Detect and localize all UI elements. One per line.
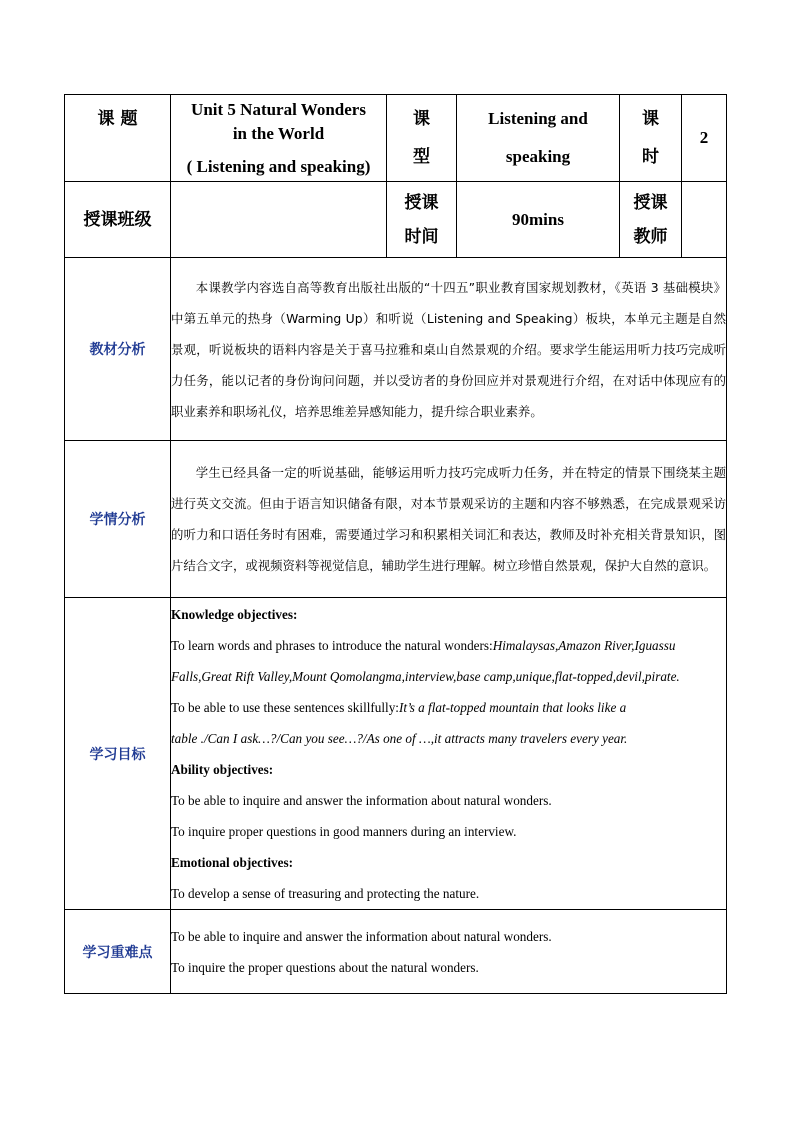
learner-analysis-row	[65, 441, 727, 598]
learner-analysis-label: 学情分析	[65, 441, 171, 598]
topic-label: 课 题	[65, 95, 171, 182]
knowledge-item-1-words: Himalaysas,Amazon River,Iguassu	[492, 637, 676, 653]
focus-item-1: To be able to inquire and answer the information about natural wonders.	[171, 928, 552, 944]
type-value-line1: Listening and	[488, 109, 588, 128]
time-label-line1: 授课	[404, 192, 439, 213]
time-label	[387, 182, 457, 258]
material-analysis-label: 教材分析	[65, 258, 171, 441]
focus-label: 学习重难点	[65, 910, 171, 994]
hours-value: 2	[682, 95, 727, 182]
type-value-line2: speaking	[505, 147, 571, 166]
knowledge-item-2-text: To be able to use these sentences skillfully:	[171, 699, 399, 715]
ability-item-2: To inquire proper questions in good manners during an interview.	[171, 823, 517, 839]
type-label	[387, 95, 457, 182]
material-analysis-text: 本课教学内容选自高等教育出版社出版的“十四五”职业教育国家规划教材，《英语 3 基础模块》中第五单元的热身（Warming Up）和听说（Listening and Speaking）板块，本单元主题是自然景观，听说板块的语料内容是关于喜马拉雅和桌山自然景观的介绍。要求学生能运用听力技巧完成听力任务，能以记者的身份询问问题，并以受访者的身份回应并对景观进行介绍，在对话中体现应有的职业素养和职场礼仪，培养思维差异感知能力，提升综合职业素养。	[171, 258, 727, 441]
ability-heading: Ability objectives:	[171, 761, 274, 777]
time-value: 90mins	[457, 182, 620, 258]
objectives-row	[65, 598, 727, 910]
lesson-title-cell	[171, 95, 387, 182]
focus-item-2: To inquire the proper questions about the natural wonders.	[171, 959, 479, 975]
learner-analysis-text: 学生已经具备一定的听说基础，能够运用听力技巧完成听力任务，并在特定的情景下围绕某主题进行英文交流。但由于语言知识储备有限，对本节景观采访的主题和内容不够熟悉，在完成景观采访的听力和口语任务时有困难，需要通过学习和积累相关词汇和表达，教师及时补充相关背景知识，图片结合文字，或视频资料等视觉信息，辅助学生进行理解。树立珍惜自然景观，保护大自然的意识。	[171, 441, 727, 598]
time-label-line2: 时间	[404, 226, 439, 247]
hours-label-line2: 时	[642, 147, 659, 167]
knowledge-heading: Knowledge objectives:	[171, 606, 298, 622]
class-label: 授课班级	[65, 182, 171, 258]
emotional-item-1: To develop a sense of treasuring and protecting the nature.	[171, 885, 480, 901]
teacher-label-line1: 授课	[633, 192, 668, 213]
ability-item-1: To be able to inquire and answer the information about natural wonders.	[171, 792, 552, 808]
knowledge-item-2	[171, 692, 726, 723]
hours-label	[620, 95, 682, 182]
class-value	[171, 182, 387, 258]
knowledge-item-1	[171, 630, 726, 661]
knowledge-item-1-words-cont: Falls,Great Rift Valley,Mount Qomolangma,interview,base camp,unique,flat-topped,devil,pirate.	[171, 668, 680, 684]
knowledge-item-2-cont	[171, 723, 726, 754]
header-row	[65, 95, 727, 182]
teacher-value	[682, 182, 727, 258]
material-analysis-row	[65, 258, 727, 441]
type-value	[457, 95, 620, 182]
lesson-plan-table	[64, 94, 727, 994]
type-label-line2: 型	[413, 147, 430, 167]
knowledge-item-1-cont	[171, 661, 726, 692]
focus-row	[65, 910, 727, 994]
teacher-label	[620, 182, 682, 258]
knowledge-item-2-sentence: It’s a flat-topped mountain that looks like a	[398, 699, 627, 715]
emotional-heading: Emotional objectives:	[171, 854, 293, 870]
lesson-title-line3: ( Listening and speaking)	[186, 156, 371, 176]
teacher-label-line2: 教师	[633, 226, 668, 247]
lesson-title-line1: Unit 5 Natural Wonders	[191, 99, 366, 119]
knowledge-item-2-sentence-cont: table ./Can I ask…?/Can you see…?/As one of …,it attracts many travelers every year.	[171, 730, 628, 746]
objectives-content	[171, 598, 727, 910]
knowledge-item-1-text: To learn words and phrases to introduce the natural wonders:	[171, 637, 493, 653]
type-label-line1: 课	[413, 109, 430, 129]
objectives-label: 学习目标	[65, 598, 171, 910]
focus-content	[171, 910, 727, 994]
class-row	[65, 182, 727, 258]
lesson-title-line2: in the World	[232, 123, 325, 143]
hours-label-line1: 课	[642, 109, 659, 129]
